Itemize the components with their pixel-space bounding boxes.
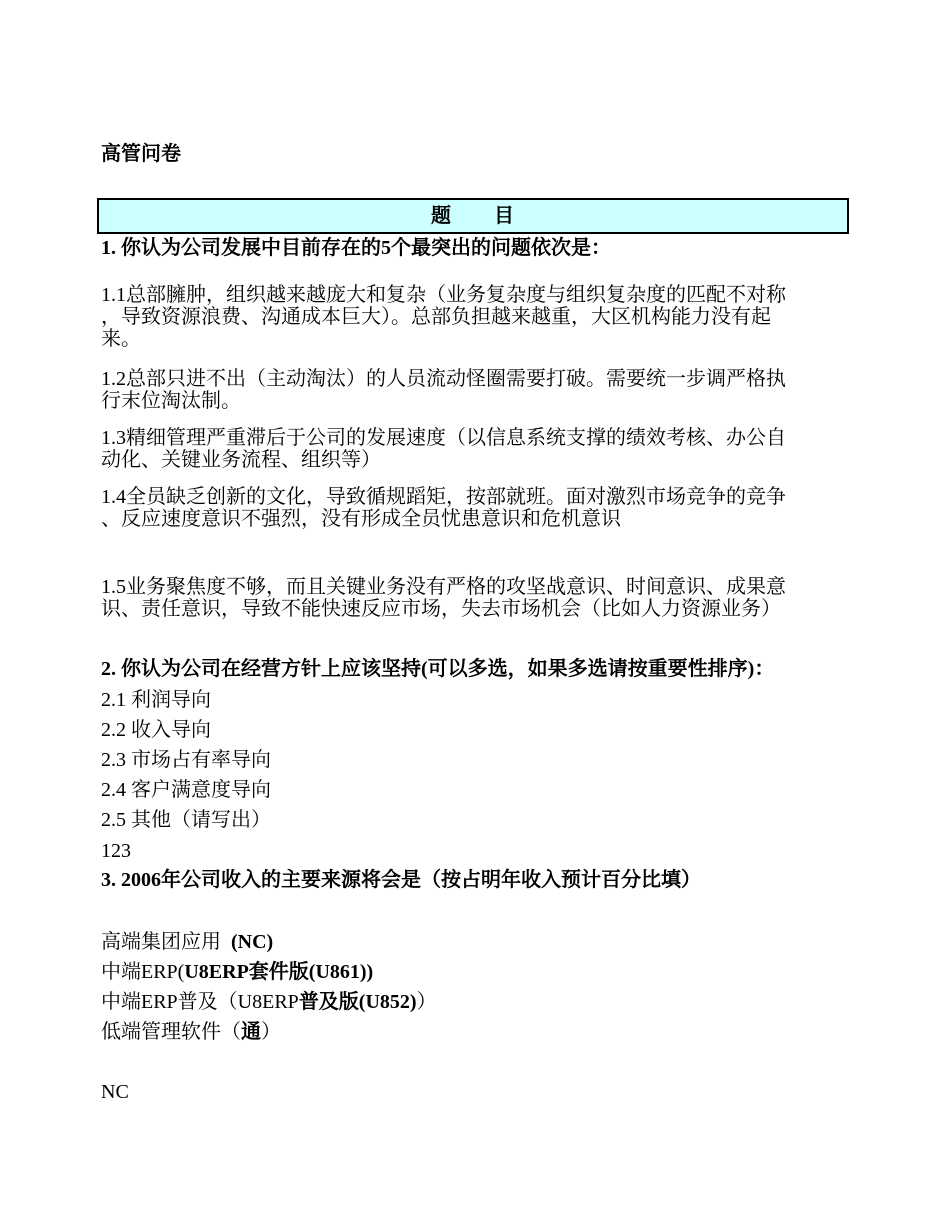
item-line: 动化、关键业务流程、组织等） bbox=[101, 449, 381, 471]
table-header: 题 目 bbox=[97, 198, 849, 234]
option-text: 中端ERP普及（U8ERP bbox=[101, 991, 299, 1013]
question-2-option-1: 2.1 利润导向 bbox=[101, 689, 211, 711]
question-3-option-2 bbox=[101, 959, 373, 985]
question-3-option-3 bbox=[101, 989, 437, 1015]
option-code: 普及版(U852) bbox=[298, 991, 417, 1013]
question-1-item-3 bbox=[101, 427, 845, 471]
option-code: (NC) bbox=[231, 931, 274, 953]
item-line: 识、责任意识，导致不能快速反应市场，失去市场机会（比如人力资源业务） bbox=[101, 598, 781, 620]
option-code: U8ERP套件版(U861)) bbox=[184, 961, 374, 983]
item-line: 1.5业务聚焦度不够，而且关键业务没有严格的攻坚战意识、时间意识、成果意 bbox=[101, 576, 786, 598]
question-3-title: 3. 2006年公司收入的主要来源将会是（按占明年收入预计百分比填） bbox=[101, 869, 701, 891]
question-2-option-3: 2.3 市场占有率导向 bbox=[101, 749, 271, 771]
question-1-item-5 bbox=[101, 576, 845, 620]
question-3-option-4 bbox=[101, 1019, 281, 1045]
option-tail: ） bbox=[416, 991, 437, 1013]
item-line: 1.2总部只进不出（主动淘汰）的人员流动怪圈需要打破。需要统一步调严格执 bbox=[101, 368, 786, 390]
document-title: 高管问卷 bbox=[101, 143, 181, 165]
question-2-option-4: 2.4 客户满意度导向 bbox=[101, 779, 271, 801]
option-code: 通 bbox=[241, 1021, 261, 1043]
question-1-title: 1. 你认为公司发展中目前存在的5个最突出的问题依次是： bbox=[101, 237, 611, 259]
option-text: 中端ERP( bbox=[101, 961, 185, 983]
item-line: 1.1总部臃肿，组织越来越庞大和复杂（业务复杂度与组织复杂度的匹配不对称 bbox=[101, 284, 786, 306]
option-tail: ） bbox=[261, 1021, 281, 1043]
item-line: 1.4全员缺乏创新的文化，导致循规蹈矩，按部就班。面对激烈市场竞争的竞争 bbox=[101, 486, 786, 508]
option-text: 低端管理软件（ bbox=[101, 1021, 241, 1043]
question-3-option-1 bbox=[101, 929, 273, 955]
item-line: 1.3精细管理严重滞后于公司的发展速度（以信息系统支撑的绩效考核、办公自 bbox=[101, 427, 786, 449]
item-line: ，导致资源浪费、沟通成本巨大）。总部负担越来越重，大区机构能力没有起 bbox=[101, 306, 771, 328]
question-1-item-2 bbox=[101, 368, 845, 412]
question-2-option-5: 2.5 其他（请写出） bbox=[101, 809, 271, 831]
question-2-title: 2. 你认为公司在经营方针上应该坚持(可以多选，如果多选请按重要性排序)： bbox=[101, 658, 775, 680]
item-line: 、反应速度意识不强烈，没有形成全员忧患意识和危机意识 bbox=[101, 508, 621, 530]
question-3-answer: NC bbox=[101, 1081, 129, 1103]
question-2-answer: 123 bbox=[101, 840, 131, 862]
question-1-item-4 bbox=[101, 486, 845, 530]
option-text: 高端集团应用 bbox=[101, 931, 231, 953]
item-line: 来。 bbox=[101, 328, 141, 350]
question-1-item-1 bbox=[101, 284, 845, 350]
question-2-option-2: 2.2 收入导向 bbox=[101, 719, 211, 741]
item-line: 行末位淘汰制。 bbox=[101, 390, 241, 412]
